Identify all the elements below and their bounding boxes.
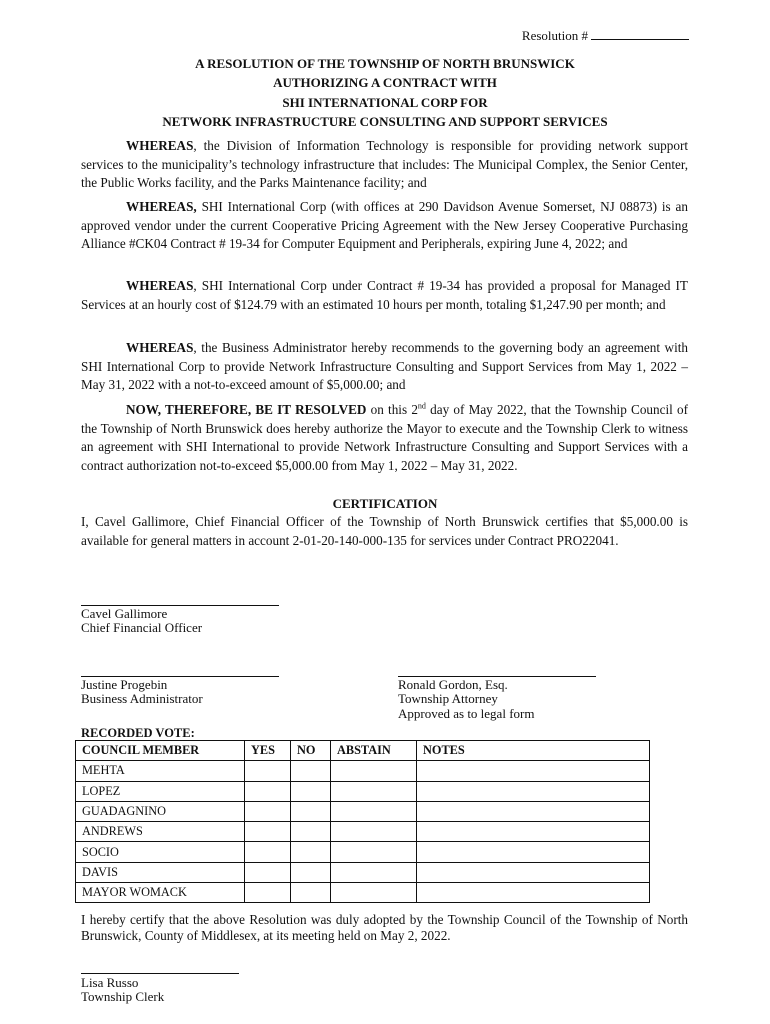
whereas-lead: WHEREAS,	[126, 199, 197, 214]
title-line-1: A RESOLUTION OF THE TOWNSHIP OF NORTH BRUNSWICK	[195, 56, 575, 71]
table-row	[76, 761, 650, 781]
cfo-title: Chief Financial Officer	[81, 620, 203, 636]
title-line-3: SHI INTERNATIONAL CORP FOR	[282, 94, 488, 110]
member-name: GUADAGNINO	[76, 801, 245, 821]
admin-name: Justine Progebin	[81, 677, 168, 692]
no-cell	[291, 883, 331, 903]
header-council-member: COUNCIL MEMBER	[76, 741, 245, 761]
member-name: SOCIO	[76, 842, 245, 862]
clerk-signature-line	[81, 973, 239, 974]
attorney-signature-block	[398, 678, 534, 721]
notes-cell	[417, 883, 650, 903]
attorney-name: Ronald Gordon, Esq.	[398, 677, 508, 692]
member-name: ANDREWS	[76, 822, 245, 842]
resolved-ordinal: nd	[417, 401, 426, 411]
clerk-signature-block	[81, 976, 164, 1005]
whereas-lead: WHEREAS	[126, 278, 194, 293]
no-cell	[291, 822, 331, 842]
whereas-paragraph-4	[81, 339, 688, 395]
attorney-approval-note: Approved as to legal form	[398, 705, 535, 721]
recorded-vote-label: RECORDED VOTE:	[81, 726, 195, 740]
member-name: MEHTA	[76, 761, 245, 781]
abstain-cell	[331, 822, 417, 842]
abstain-cell	[331, 801, 417, 821]
member-name: LOPEZ	[76, 781, 245, 801]
certification-heading: CERTIFICATION	[332, 496, 438, 511]
admin-title: Business Administrator	[81, 691, 203, 707]
certification-text: I, Cavel Gallimore, Chief Financial Officer of the Township of North Brunswick certifies that $5,000.00 is available for general matters in account 2-01-20-140-000-135 for services under Contract PRO22041.	[81, 514, 688, 548]
yes-cell	[245, 862, 291, 882]
closing-paragraph	[81, 912, 688, 944]
vote-header-row	[76, 741, 650, 761]
table-row	[76, 781, 650, 801]
abstain-cell	[331, 883, 417, 903]
whereas-lead: WHEREAS	[126, 138, 194, 153]
header-yes: YES	[245, 741, 291, 761]
resolution-number-label: Resolution #	[521, 28, 588, 43]
yes-cell	[245, 781, 291, 801]
abstain-cell	[331, 862, 417, 882]
whereas-paragraph-3	[81, 277, 688, 314]
table-row	[76, 883, 650, 903]
notes-cell	[417, 862, 650, 882]
certification-paragraph	[81, 513, 688, 550]
resolved-lead: NOW, THEREFORE, BE IT RESOLVED	[126, 402, 367, 417]
no-cell	[291, 761, 331, 781]
admin-signature-block	[81, 678, 203, 707]
whereas-paragraph-1	[81, 137, 688, 193]
vote-table	[75, 740, 650, 903]
whereas-text: , the Division of Information Technology is responsible for providing network support services to the municipality’s technology infrastructure that includes: The Municipal Complex, the Senior Center, the Public Works facility, and the Parks Maintenance facility; and	[81, 138, 688, 190]
no-cell	[291, 781, 331, 801]
whereas-lead: WHEREAS	[126, 340, 194, 355]
abstain-cell	[331, 842, 417, 862]
abstain-cell	[331, 781, 417, 801]
member-name: DAVIS	[76, 862, 245, 882]
header-notes: NOTES	[417, 741, 650, 761]
notes-cell	[417, 801, 650, 821]
title-line-4: NETWORK INFRASTRUCTURE CONSULTING AND SUPPORT SERVICES	[162, 113, 608, 129]
yes-cell	[245, 883, 291, 903]
table-row	[76, 842, 650, 862]
no-cell	[291, 801, 331, 821]
resolution-number	[522, 27, 689, 44]
yes-cell	[245, 761, 291, 781]
whereas-text: , SHI International Corp under Contract # 19-34 has provided a proposal for Managed IT Services at an hourly cost of $124.79 with an estimated 10 hours per month, totaling $1,247.90 per month; and	[81, 278, 688, 312]
closing-text: I hereby certify that the above Resolution was duly adopted by the Township Council of the Township of North Brunswick, County of Middlesex, at its meeting held on May 2, 2022.	[81, 912, 688, 943]
table-row	[76, 822, 650, 842]
title-line-2: AUTHORIZING A CONTRACT WITH	[273, 75, 497, 91]
yes-cell	[245, 842, 291, 862]
yes-cell	[245, 822, 291, 842]
header-no: NO	[291, 741, 331, 761]
abstain-cell	[331, 761, 417, 781]
whereas-paragraph-2	[81, 198, 688, 254]
clerk-name: Lisa Russo	[81, 975, 139, 990]
notes-cell	[417, 822, 650, 842]
clerk-title: Township Clerk	[81, 989, 165, 1005]
cfo-signature-block	[81, 607, 202, 636]
member-name: MAYOR WOMACK	[76, 883, 245, 903]
notes-cell	[417, 781, 650, 801]
whereas-text: , the Business Administrator hereby recommends to the governing body an agreement with SHI International Corp to provide Network Infrastructure Consulting and Support Services from May 1, 2022 – May 31, 2022 with a not-to-exceed amount of $5,000.00; and	[81, 340, 688, 392]
no-cell	[291, 862, 331, 882]
header-abstain: ABSTAIN	[331, 741, 417, 761]
notes-cell	[417, 761, 650, 781]
cfo-name: Cavel Gallimore	[81, 606, 168, 621]
notes-cell	[417, 842, 650, 862]
resolved-text-b: day of May 2022, that the Township Council of the Township of North Brunswick does hereby authorize the Mayor to execute and the Township Clerk to witness an agreement with SHI International to provide Network Infrastructure Consulting and Support Services with a contract authorization not-to-exceed $5,000.00 from May 1, 2022 – May 31, 2022.	[81, 402, 688, 473]
resolved-text-a: on this 2	[366, 402, 418, 417]
resolved-paragraph	[81, 401, 688, 475]
resolution-number-blank	[591, 27, 689, 40]
no-cell	[291, 842, 331, 862]
whereas-text: SHI International Corp (with offices at 290 Davidson Avenue Somerset, NJ 08873) is an approved vendor under the current Cooperative Pricing Agreement with the New Jersey Cooperative Purchasing Alliance #CK04 Contract # 19-34 for Computer Equipment and Peripherals, expiring June 4, 2022; and	[81, 199, 688, 251]
yes-cell	[245, 801, 291, 821]
table-row	[76, 801, 650, 821]
table-row	[76, 862, 650, 882]
document-title	[0, 54, 770, 131]
attorney-title: Township Attorney	[398, 691, 498, 707]
